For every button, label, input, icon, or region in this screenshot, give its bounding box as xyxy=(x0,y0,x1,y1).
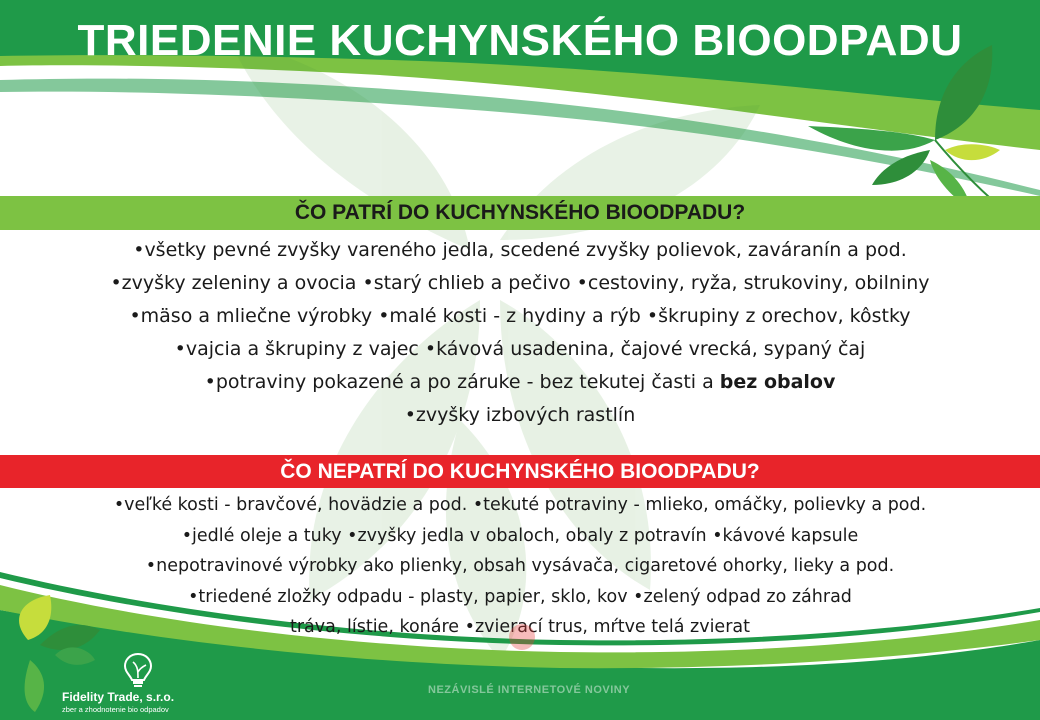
belongs-line xyxy=(0,366,1040,399)
not-belongs-line: •triedené zložky odpadu - plasty, papier, sklo, kov •zelený odpad zo záhrad xyxy=(188,586,852,607)
not-belongs-line: tráva, lístie, konáre •zvierací trus, mŕtve telá zvierat xyxy=(290,617,750,637)
not-belongs-line: •jedlé oleje a tuky •zvyšky jedla v obaloch, obaly z potravín •kávové kapsule xyxy=(181,525,859,546)
belongs-line: •všetky pevné zvyšky vareného jedla, scedené zvyšky polievok, zaváranín a pod. xyxy=(133,239,907,261)
not-belongs-line: •nepotravinové výrobky ako plienky, obsah vysávača, cigaretové ohorky, lieky a pod. xyxy=(145,556,895,576)
company-name: Fidelity Trade, s.r.o. xyxy=(62,690,175,704)
not-belongs-heading-band xyxy=(0,455,1040,488)
not-belongs-line: •veľké kosti - bravčové, hovädzie a pod. •tekuté potraviny - mlieko, omáčky, polievky a pod. xyxy=(113,495,927,515)
lightbulb-logo-icon xyxy=(118,650,158,690)
belongs-line: •mäso a mliečne výrobky •malé kosti - z hydiny a rýb •škrupiny z orechov, kôstky xyxy=(129,305,911,327)
belongs-line-bold: bez obalov xyxy=(719,371,836,393)
belongs-heading-band xyxy=(0,196,1040,230)
belongs-line: •zvyšky izbových rastlín xyxy=(404,404,636,426)
company-subtitle: zber a zhodnotenie bio odpadov xyxy=(62,705,169,714)
not-belongs-heading: ČO NEPATRÍ DO KUCHYNSKÉHO BIOODPADU? xyxy=(280,460,760,483)
poster-title: TRIEDENIE KUCHYNSKÉHO BIOODPADU xyxy=(77,16,963,65)
watermark-text: NEZÁVISLÉ INTERNETOVÉ NOVINY xyxy=(428,684,631,696)
belongs-line-text: •potraviny pokazené a po záruke - bez tekutej časti a xyxy=(204,371,720,393)
watermark-logo-icon xyxy=(509,624,535,650)
belongs-heading: ČO PATRÍ DO KUCHYNSKÉHO BIOODPADU? xyxy=(294,201,746,224)
not-belongs-list xyxy=(0,490,1040,643)
belongs-list xyxy=(0,234,1040,432)
belongs-line: •vajcia a škrupiny z vajec •kávová usadenina, čajové vrecká, sypaný čaj xyxy=(174,338,866,360)
belongs-line: •zvyšky zeleniny a ovocia •starý chlieb a pečivo •cestoviny, ryža, strukoviny, obilniny xyxy=(110,272,930,294)
